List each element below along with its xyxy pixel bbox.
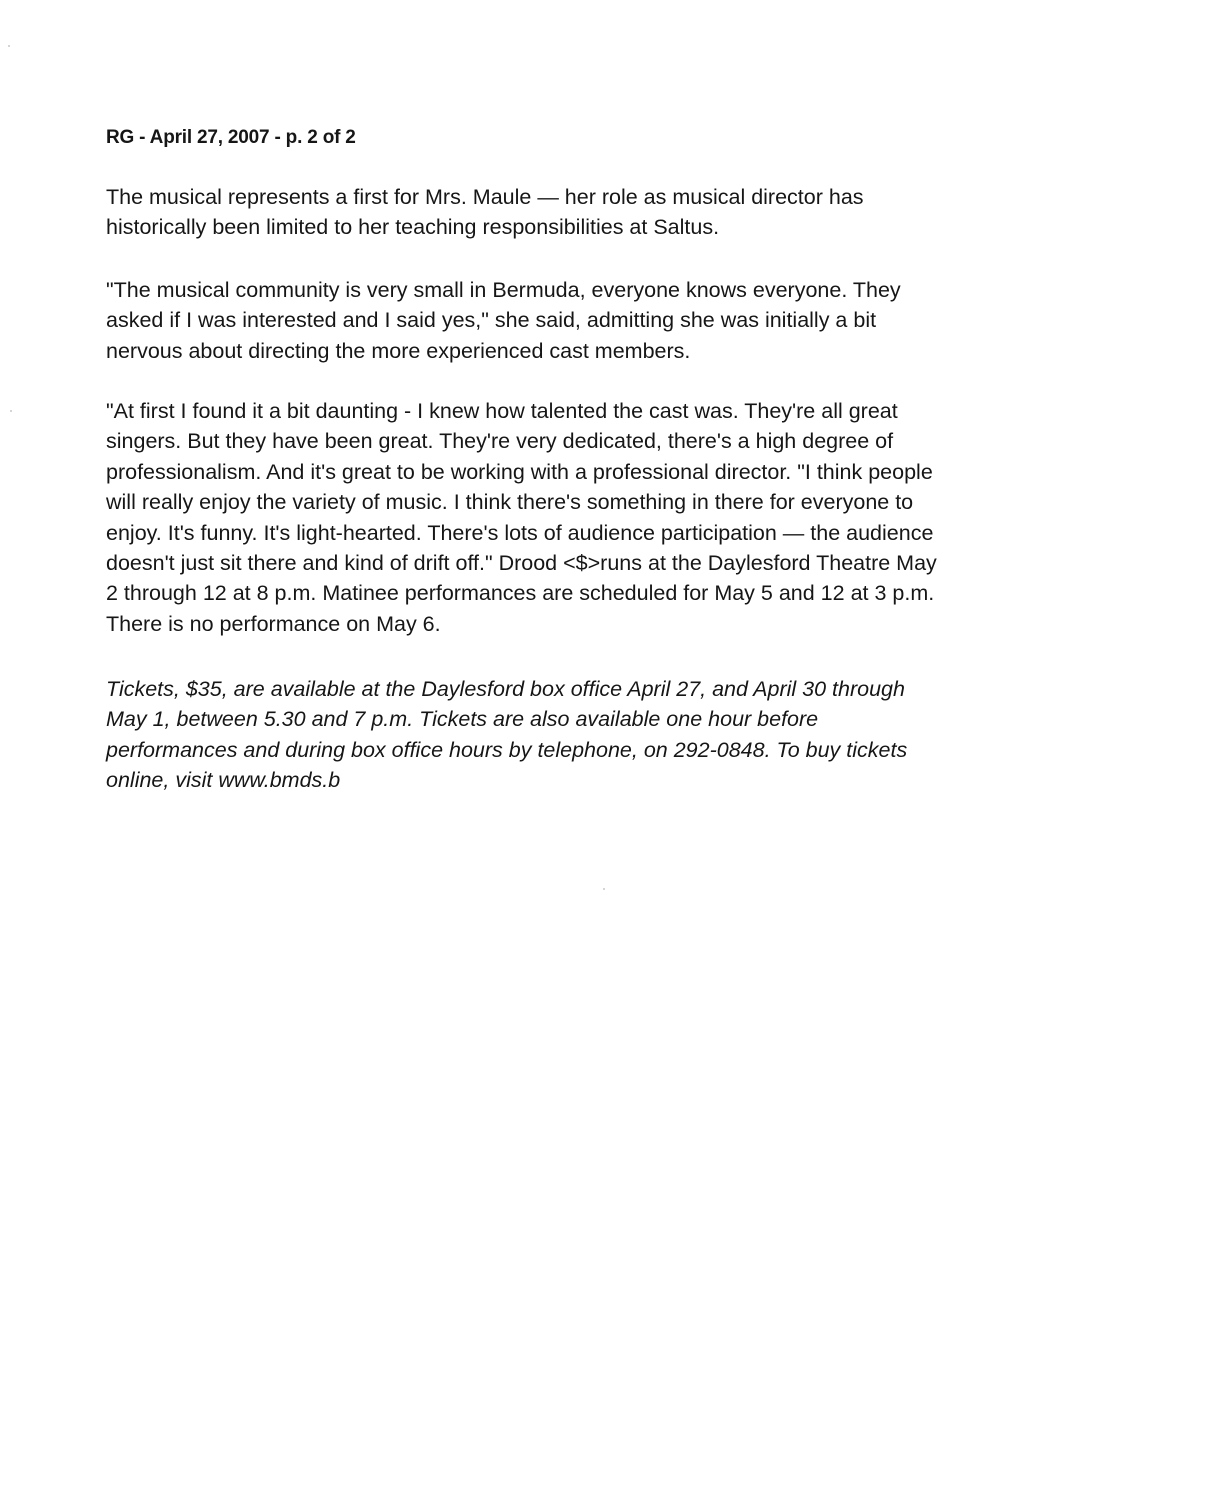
paragraph-line: Tickets, $35, are available at the Daylesford box office April 27, and April 30 through [106, 677, 905, 701]
paragraph-line: will really enjoy the variety of music. I think there's something in there for everyone to [106, 490, 914, 515]
paragraph-line: "At first I found it a bit daunting - I knew how talented the cast was. They're all great [106, 399, 898, 423]
paragraph-line: asked if I was interested and I said yes," she said, admitting she was initially a bit [106, 308, 877, 333]
paragraph-line: The musical represents a first for Mrs. Maule — her role as musical director has [106, 185, 864, 209]
paragraph-line: historically been limited to her teaching responsibilities at Saltus. [106, 215, 720, 240]
paragraph-line: performances and during box office hours by telephone, on 292-0848. To buy tickets [106, 737, 908, 762]
paragraph-line: enjoy. It's funny. It's light-hearted. There's lots of audience participation — the audience [106, 520, 934, 545]
paragraph-2 [106, 275, 901, 366]
paragraph-1 [106, 182, 864, 243]
page-header: RG - April 27, 2007 - p. 2 of 2 [106, 127, 356, 148]
paragraph-line: professionalism. And it's great to be working with a professional director. "I think people [106, 459, 933, 484]
paragraph-line: There is no performance on May 6. [106, 611, 441, 636]
paragraph-line: 2 through 12 at 8 p.m. Matinee performances are scheduled for May 5 and 12 at 3 p.m. [106, 581, 935, 606]
paragraph-line: singers. But they have been great. They're very dedicated, there's a high degree of [106, 429, 894, 454]
paragraph-tickets [106, 674, 907, 796]
scan-speck [8, 45, 10, 47]
paragraph-line: "The musical community is very small in Bermuda, everyone knows everyone. They [106, 278, 901, 302]
paragraph-line: May 1, between 5.30 and 7 p.m. Tickets are also available one hour before [106, 707, 819, 732]
paragraph-line: online, visit www.bmds.b [106, 768, 341, 793]
scan-speck [603, 888, 605, 890]
paragraph-line: doesn't just sit there and kind of drift off." Drood <$>runs at the Daylesford Theatre May [106, 551, 937, 576]
paragraph-line: nervous about directing the more experienced cast members. [106, 338, 691, 363]
paragraph-3 [106, 396, 937, 639]
scan-speck [10, 410, 12, 412]
